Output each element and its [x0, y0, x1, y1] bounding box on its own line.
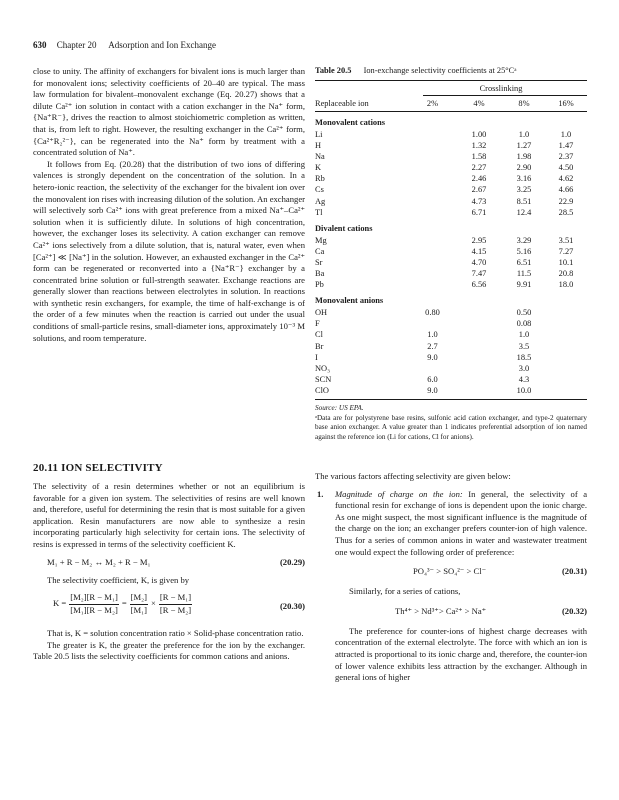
- ion-name-cell: H: [315, 141, 322, 151]
- value-cell: 7.27: [558, 246, 574, 256]
- ion-name-cell: Sr: [315, 257, 323, 267]
- value-cell: 2.67: [471, 185, 487, 195]
- paragraph: The various factors affecting selectivity are given below:: [315, 471, 511, 481]
- value-cell: 4.62: [558, 174, 574, 184]
- ion-name-cell: Br: [315, 341, 324, 351]
- column-header: Replaceable ion: [315, 99, 369, 108]
- value-cell: 0.08: [516, 319, 532, 329]
- value-cell: 6.0: [427, 374, 438, 384]
- column-header: 4%: [473, 99, 485, 108]
- table-row: [315, 129, 587, 140]
- equation-number: (20.32): [561, 605, 587, 616]
- value-cell: [410, 151, 455, 162]
- value-cell: 2.37: [558, 152, 574, 162]
- table-row: [315, 196, 587, 207]
- table-group-heading: Monovalent cations: [315, 118, 386, 127]
- value-cell: [455, 374, 503, 385]
- value-cell: 1.0: [518, 130, 530, 139]
- value-cell: [545, 363, 587, 374]
- value-cell: [455, 363, 503, 374]
- equals-sign: =: [121, 598, 127, 609]
- value-cell: 20.8: [558, 269, 574, 279]
- value-cell: 18.0: [558, 280, 574, 290]
- list-item-body: In general, the selectivity of a functional resin for exchange of ions is dependent upon the ionic charge. As one might suspect, the most significant influence is the magnitude of the charge on the ion; an exchanger prefers counter-ion of high valence. Thus for a series of common anions in water and wastewater treatment one would expect the following order of preference:: [335, 488, 588, 557]
- table-row: [315, 307, 587, 318]
- column-header: 8%: [518, 99, 530, 108]
- value-cell: [410, 207, 455, 218]
- chapter-title: Adsorption and Ion Exchange: [108, 40, 216, 50]
- ion-name-cell: ClO: [315, 385, 329, 395]
- equation-20-32: [335, 603, 587, 621]
- ion-name-cell: SCN: [315, 374, 332, 384]
- equation-lhs: K =: [53, 598, 67, 609]
- equation-body: Th⁴⁺ > Nd³⁺> Ca²⁺ > Na⁺: [395, 605, 487, 616]
- table-row: [315, 173, 587, 184]
- denominator: [R − M₂]: [159, 604, 192, 615]
- list-number: 1.: [317, 488, 324, 499]
- ion-name-cell: Ca: [315, 246, 325, 256]
- value-cell: [455, 307, 503, 318]
- table-footnote: ᵃData are for polystyrene base resins, sulfonic acid cation exchanger, and type-2 quaternary base anion exchanger. A value greater than 1 indicates preferential adsorption of ion named against the reference ion (Li for cations, Cl for anions).: [315, 413, 587, 441]
- value-cell: 9.0: [427, 352, 438, 362]
- table-row: [315, 268, 587, 279]
- ion-name-cell: Rb: [315, 174, 325, 184]
- value-cell: 4.66: [558, 185, 574, 195]
- value-cell: 4.15: [471, 246, 487, 256]
- value-cell: 8.51: [516, 196, 532, 206]
- page-number: 630: [33, 40, 47, 50]
- ion-name-cell: K: [315, 163, 322, 173]
- value-cell: [545, 341, 587, 352]
- table-group-heading: Divalent cations: [315, 223, 373, 233]
- value-cell: 1.0: [427, 330, 438, 340]
- value-cell: 1.0: [518, 330, 530, 340]
- times-sign: ×: [151, 598, 156, 609]
- table-row: [315, 279, 587, 290]
- value-cell: 3.25: [516, 185, 532, 195]
- value-cell: [410, 196, 455, 207]
- paragraph: The selectivity coefficient, K, is given by: [47, 574, 190, 585]
- value-cell: [410, 162, 455, 173]
- value-cell: [410, 235, 455, 246]
- value-cell: 10.1: [558, 257, 574, 267]
- value-cell: 1.0: [560, 130, 572, 139]
- table-row: [315, 207, 587, 218]
- value-cell: [410, 246, 455, 257]
- table-row: [315, 352, 587, 363]
- value-cell: 7.47: [471, 269, 487, 279]
- ion-name-cell: Ba: [315, 269, 325, 279]
- fraction: [159, 592, 192, 616]
- table-notes: [315, 404, 587, 442]
- equation-20-31: [335, 563, 587, 581]
- value-cell: 6.71: [471, 207, 487, 217]
- ion-name-cell: Li: [315, 130, 323, 139]
- value-cell: 9.91: [516, 280, 532, 290]
- table-caption: [315, 66, 587, 75]
- table-row: [315, 162, 587, 173]
- numerator: [R − M₁]: [159, 592, 192, 605]
- table-number: Table 20.5: [315, 66, 352, 75]
- value-cell: 1.58: [471, 152, 487, 162]
- value-cell: [545, 385, 587, 396]
- value-cell: [410, 257, 455, 268]
- table-row: [315, 246, 587, 257]
- value-cell: 2.7: [427, 341, 438, 351]
- value-cell: 28.5: [558, 207, 574, 217]
- value-cell: 3.51: [558, 235, 574, 245]
- table-row: [315, 151, 587, 162]
- paragraph: That is, K = solution concentration ratio × Solid-phase concentration ratio.: [47, 628, 304, 639]
- value-cell: 1.27: [516, 141, 532, 151]
- value-cell: [545, 352, 587, 363]
- list-text: [335, 489, 587, 684]
- value-cell: 18.5: [516, 352, 532, 362]
- value-cell: 6.56: [471, 280, 487, 290]
- equation-number: (20.30): [279, 601, 305, 612]
- paragraph: The preference for counter-ions of highest charge decreases with concentration of the external electrolyte. The force with which an ion is attracted is proportional to its ionic charge and, therefore, the counter-ion of lower valence exhibits less attraction by the exchanger. Although in general ions of higher: [335, 625, 587, 683]
- equation-number: (20.29): [279, 556, 305, 567]
- table-source: Source: US EPA.: [315, 403, 364, 412]
- value-cell: 2.90: [516, 163, 532, 173]
- table-row: [315, 385, 587, 396]
- equation-number: (20.31): [561, 566, 587, 577]
- equation-body: M₁ + R − M₂ ↔ M₂ + R − M₁: [47, 556, 151, 567]
- table-row: [315, 184, 587, 195]
- crosslinking-header: Crosslinking: [479, 84, 523, 93]
- value-cell: 6.51: [516, 257, 532, 267]
- value-cell: 11.5: [516, 269, 532, 279]
- value-cell: 1.47: [558, 141, 574, 151]
- value-cell: 0.80: [425, 308, 440, 318]
- paragraph: It follows from Eq. (20.28) that the distribution of two ions of differing valences is strongly dependent on the concentration of the solution. In a hetero-ionic reaction, the selectivity of the exchanger for the bivalent ion over the monovalent ion rises with increasing dilution of the solution. An exchanger will selectively sorb Ca²⁺ ions with great preference from a mixed Na⁺–Ca²⁺ solution when it is sufficiently dilute. In solutions of high concentration, however, the exchanger loses its selectivity. A cation exchanger can remove Ca²⁺ ions selectively from a dilute solution, that is, natural water, even when [Ca²⁺] ≪ [Na⁺] in the solution. However, an exhausted exchanger in the Ca²⁺ form can be regenerated or reconverted into a {Na⁺R⁻} exchanger by a concentrated brine solution or full-strength seawater. Exchange reactions are generally slower than reactions between electrolytes in solution. In reactions with synthetic resin exchangers, for example, the time of half-exchange is of the order of a few minutes when the reaction is carried out under the usual conditions of small-particle resins, small-diameter ions, approximately 10⁻³ M solutions, and room temperature.: [33, 158, 305, 343]
- value-cell: [410, 279, 455, 290]
- value-cell: 5.16: [516, 246, 532, 256]
- table-row: [315, 329, 587, 340]
- value-cell: [545, 329, 587, 340]
- table-row: [315, 235, 587, 246]
- numerator: [M₂][R − M₁]: [69, 592, 119, 605]
- left-column-top: [33, 66, 305, 344]
- equation-20-30: [33, 588, 305, 626]
- ion-name-cell: Mg: [315, 235, 327, 245]
- value-cell: 2.46: [471, 174, 487, 184]
- ion-name-cell: NO₃: [315, 363, 331, 373]
- table-row: [315, 257, 587, 268]
- value-cell: [410, 129, 455, 140]
- table-body: [315, 117, 587, 396]
- value-cell: 1.98: [516, 152, 532, 162]
- value-cell: [410, 140, 455, 151]
- column-header: 16%: [558, 99, 574, 108]
- fraction: [69, 592, 119, 616]
- paragraph: Similarly, for a series of cations,: [349, 586, 461, 597]
- right-column-bottom: [315, 471, 587, 684]
- value-cell: 3.16: [516, 174, 532, 184]
- value-cell: [455, 341, 503, 352]
- value-cell: 4.3: [518, 374, 530, 384]
- left-column-bottom: [33, 481, 305, 663]
- value-cell: 9.0: [427, 385, 438, 395]
- value-cell: [410, 363, 455, 374]
- denominator: [M₁][R − M₂]: [70, 604, 118, 615]
- value-cell: 1.32: [471, 141, 487, 151]
- value-cell: 1.00: [471, 130, 487, 139]
- value-cell: [410, 184, 455, 195]
- ion-name-cell: Cl: [315, 330, 323, 340]
- value-cell: [455, 318, 503, 329]
- value-cell: 2.27: [471, 163, 487, 173]
- value-cell: 4.50: [558, 163, 574, 173]
- value-cell: 4.73: [471, 196, 487, 206]
- ion-name-cell: I: [315, 352, 318, 362]
- denominator: [M₁]: [130, 604, 148, 615]
- value-cell: [545, 318, 587, 329]
- value-cell: 3.0: [518, 363, 530, 373]
- value-cell: 2.95: [471, 235, 487, 245]
- value-cell: [545, 307, 587, 318]
- list-item-title: Magnitude of charge on the ion:: [335, 488, 463, 499]
- value-cell: [410, 268, 455, 279]
- value-cell: [455, 329, 503, 340]
- ion-name-cell: Ag: [315, 196, 326, 206]
- value-cell: 12.4: [516, 207, 532, 217]
- ion-name-cell: Pb: [315, 280, 324, 290]
- table-title: Ion-exchange selectivity coefficients at 25°Cᵃ: [363, 66, 517, 75]
- paragraph: The greater is K, the greater the preference for the ion by the exchanger. Table 20.5 lists the selectivity coefficients for common cations and anions.: [33, 639, 305, 662]
- value-cell: [410, 173, 455, 184]
- table-row: [315, 140, 587, 151]
- value-cell: 3.29: [516, 235, 532, 245]
- equation-body: PO₄³⁻ > SO₄²⁻ > Cl⁻: [413, 566, 487, 577]
- table-row: [315, 374, 587, 385]
- chapter-label: Chapter 20: [56, 40, 97, 50]
- value-cell: [455, 385, 503, 396]
- ion-name-cell: Cs: [315, 185, 324, 195]
- table-bottom-rule: [315, 399, 587, 400]
- equation-20-29: [33, 555, 305, 571]
- running-head: [33, 40, 216, 50]
- value-cell: 4.70: [471, 257, 487, 267]
- value-cell: [410, 318, 455, 329]
- table-header-row: [315, 96, 587, 111]
- paragraph: close to unity. The affinity of exchangers for bivalent ions is much larger than for monovalent ions; selectivity coefficients of 20–40 are typical. The mass law formulation for bivalent–monovalent exchange (Eq. 20.27) shows that a dilute Ca²⁺ ion solution in contact with a cation exchanger in the Na⁺ form, {Na⁺R⁻}, drives the reaction to almost stoichiometric completion as written, that is, from left to right. However, the resulting exchanger in the Ca²⁺ form, {Ca²⁺R₂²⁻}, can be regenerated into the Na⁺ form by treatment with a concentrated solution of Na⁺.: [33, 66, 305, 158]
- ion-name-cell: OH: [315, 308, 328, 318]
- table-group-heading: Monovalent anions: [315, 296, 384, 306]
- ion-name-cell: F: [315, 319, 320, 329]
- value-cell: [455, 352, 503, 363]
- table-20-5: [315, 66, 587, 442]
- table-row: [315, 363, 587, 374]
- list-item: [315, 489, 587, 684]
- fraction: [130, 592, 148, 616]
- column-header: 2%: [426, 99, 439, 108]
- table-header-rule: [315, 111, 587, 112]
- ion-name-cell: Na: [315, 152, 325, 162]
- value-cell: 10.0: [516, 385, 532, 395]
- value-cell: [545, 374, 587, 385]
- table-row: [315, 318, 587, 329]
- value-cell: 3.5: [518, 341, 530, 351]
- ion-name-cell: Tl: [315, 207, 323, 217]
- value-cell: 22.9: [558, 196, 574, 206]
- table-row: [315, 341, 587, 352]
- section-heading: 20.11 ION SELECTIVITY: [33, 462, 163, 474]
- numerator: [M₂]: [130, 592, 148, 605]
- value-cell: 0.50: [516, 308, 532, 318]
- paragraph: The selectivity of a resin determines whether or not an equilibrium is favorable for a given ion system. The selectivities of resins are well known and, therefore, useful for determining the resin that is most suitable for a given application. Resin manufacturers are now able to synthesize a resin incorporating particularly high selectivity for certain ions. The selectivity of resins is expressed in terms of the selectivity coefficient K.: [33, 481, 305, 549]
